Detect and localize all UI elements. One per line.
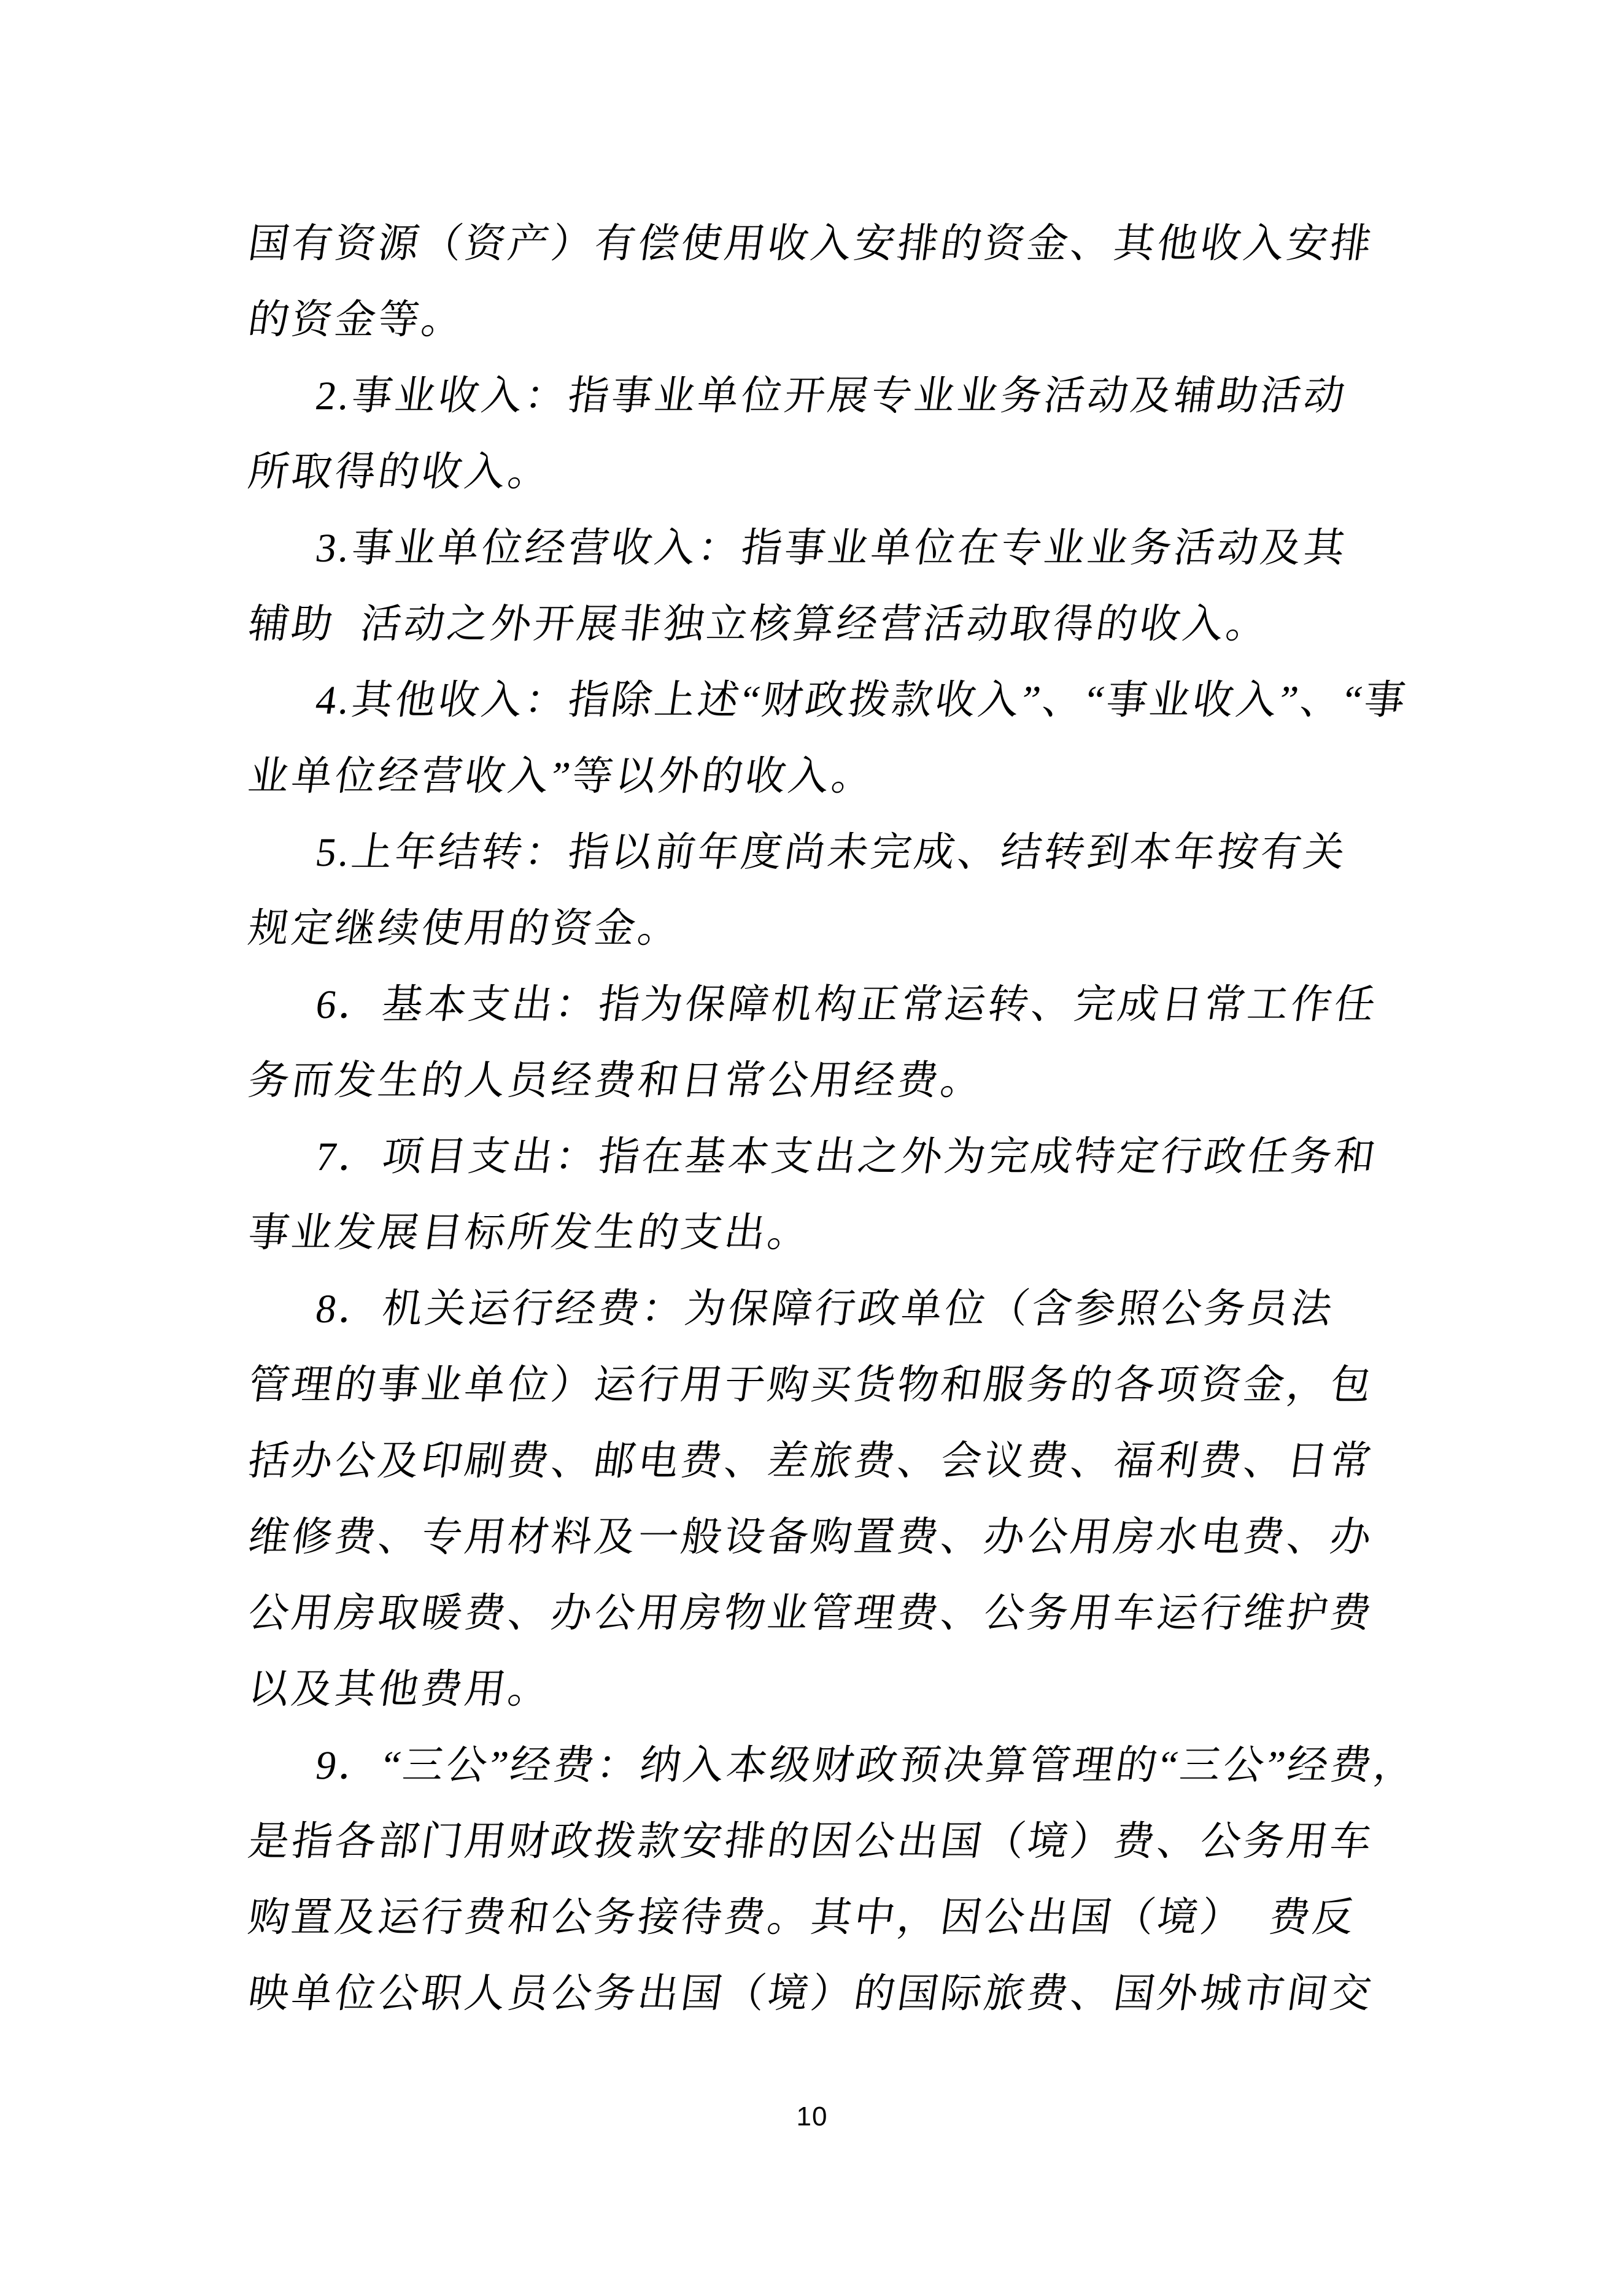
text-line: 公用房取暖费、办公用房物业管理费、公务用车运行维护费 xyxy=(245,1591,1377,1636)
page-number: 10 xyxy=(796,2101,828,2132)
text-line: 7．项目支出：指在基本支出之外为完成特定行政任务和 xyxy=(312,1135,1381,1179)
text-line: 5.上年结转：指以前年度尚未完成、结转到本年按有关 xyxy=(312,830,1351,875)
text-line: 事业发展目标所发生的支出。 xyxy=(245,1211,814,1255)
text-line: 2.事业收入：指事业单位开展专业业务活动及辅助活动 xyxy=(312,374,1351,418)
text-line: 务而发生的人员经费和日常公用经费。 xyxy=(245,1058,988,1103)
text-line: 的资金等。 xyxy=(245,298,468,342)
text-line: 3.事业单位经营收入：指事业单位在专业业务活动及其 xyxy=(312,526,1351,571)
text-line: 6．基本支出：指为保障机构正常运转、完成日常工作任 xyxy=(312,982,1381,1027)
text-line: 所取得的收入。 xyxy=(245,450,555,495)
text-line: 9．“三公”经费：纳入本级财政预决算管理的“三公”经费， xyxy=(312,1743,1421,1788)
text-line: 以及其他费用。 xyxy=(245,1667,555,1712)
text-line: 业单位经营收入”等以外的收入。 xyxy=(245,754,878,799)
text-line: 规定继续使用的资金。 xyxy=(245,906,685,951)
text-line: 8．机关运行经费：为保障行政单位（含参照公务员法 xyxy=(312,1287,1338,1331)
text-line: 映单位公职人员公务出国（境）的国际旅费、国外城市间交 xyxy=(245,1971,1377,2016)
text-block xyxy=(245,206,1421,2032)
text-line: 辅助 活动之外开展非独立核算经营活动取得的收入。 xyxy=(245,602,1273,647)
text-line: 国有资源（资产）有偿使用收入安排的资金、其他收入安排 xyxy=(245,222,1377,266)
text-line: 括办公及印刷费、邮电费、差旅费、会议费、福利费、日常 xyxy=(245,1439,1377,1484)
text-line: 维修费、专用材料及一般设备购置费、办公用房水电费、办 xyxy=(245,1515,1377,1560)
text-line: 购置及运行费和公务接待费。其中，因公出国（境） 费反 xyxy=(245,1895,1359,1940)
text-line: 4.其他收入：指除上述“财政拨款收入”、“事业收入”、“事 xyxy=(312,678,1411,723)
text-line: 是指各部门用财政拨款安排的因公出国（境）费、公务用车 xyxy=(245,1819,1377,1864)
text-line: 管理的事业单位）运行用于购买货物和服务的各项资金，包 xyxy=(245,1363,1377,1408)
